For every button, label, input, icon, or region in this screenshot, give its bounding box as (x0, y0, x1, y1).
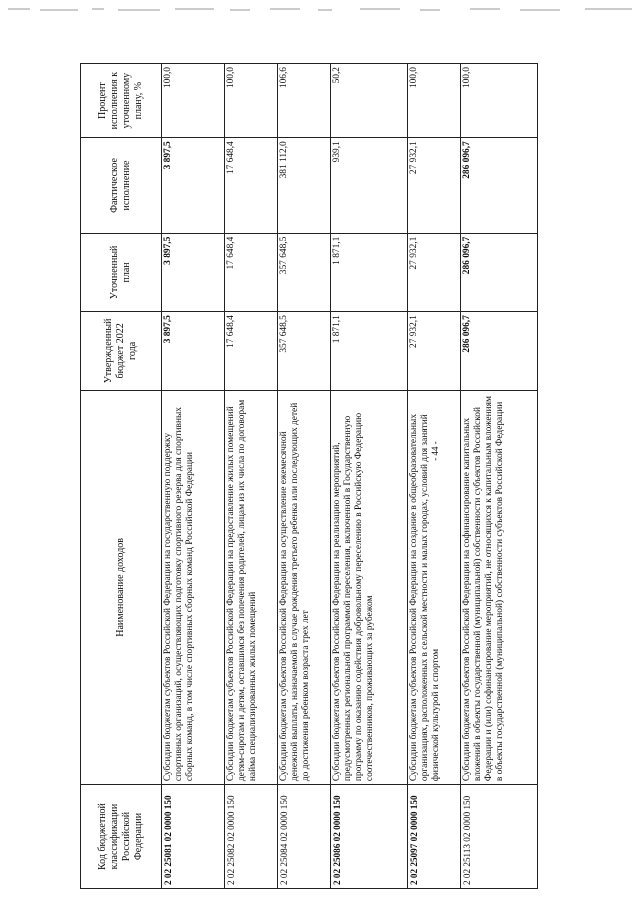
header-approved: Утвержденный бюджет 2022 года (81, 312, 162, 390)
row-refined: 27 932,1 (408, 233, 461, 311)
scan-edge-marks (0, 0, 640, 20)
budget-table (80, 63, 538, 889)
table-header-row (81, 64, 162, 889)
row-approved: 3 897,5 (162, 312, 225, 390)
row-refined: 357 648,5 (278, 233, 331, 311)
row-code: 2 02 25086 02 0000 150 (331, 785, 408, 889)
row-actual: 381 112,0 (278, 138, 331, 233)
table-row (331, 64, 408, 889)
row-code: 2 02 25113 02 0000 150 (461, 785, 538, 889)
row-name: Субсидии бюджетам субъектов Российской Федерации на реализацию мероприятий, предусмотренных региональной программой переселения, включенной в Государственную программу по оказанию содействия добровольному переселению в Российскую Федерацию соотечественников, проживающих за рубежом (331, 390, 408, 784)
row-percent: 106,6 (278, 64, 331, 138)
row-actual: 17 648,4 (225, 138, 278, 233)
table-row (278, 64, 331, 889)
row-code: 2 02 25084 02 0000 150 (278, 785, 331, 889)
row-actual: 3 897,5 (162, 138, 225, 233)
table-row (461, 64, 538, 889)
table-row (162, 64, 225, 889)
row-actual: 939,1 (331, 138, 408, 233)
table-row (408, 64, 461, 889)
row-name: Субсидии бюджетам субъектов Российской Федерации на предоставление жилых помещений детям-сиротам и детям, оставшимся без попечения родителей, лицам из их числа по договорам найма специализированных жилых помещений (225, 390, 278, 784)
row-percent: 100,0 (225, 64, 278, 138)
row-name: Субсидии бюджетам субъектов Российской Федерации на государственную поддержку спортивных организаций, осуществляющих подготовку спортивного резерва для спортивных сборных команд, в том числе спортивных сборных команд Российской Федерации (162, 390, 225, 784)
row-code: 2 02 25097 02 0000 150 (408, 785, 461, 889)
row-percent: 100,0 (162, 64, 225, 138)
row-refined: 17 648,4 (225, 233, 278, 311)
row-refined: 1 871,1 (331, 233, 408, 311)
row-actual: 27 932,1 (408, 138, 461, 233)
row-name: Субсидии бюджетам субъектов Российской Федерации на создание в общеобразовательных организациях, расположенных в сельской местности и малых городах, условий для занятий физической культурой и спортом (408, 390, 461, 784)
page-number: - 44 - (430, 441, 440, 461)
row-approved: 27 932,1 (408, 312, 461, 390)
budget-table-sheet (80, 63, 626, 889)
row-code: 2 02 25081 02 0000 150 (162, 785, 225, 889)
row-approved: 1 871,1 (331, 312, 408, 390)
row-approved: 286 096,7 (461, 312, 538, 390)
row-code: 2 02 25082 02 0000 150 (225, 785, 278, 889)
header-refined: Уточненный план (81, 233, 162, 311)
row-refined: 286 096,7 (461, 233, 538, 311)
row-approved: 357 648,5 (278, 312, 331, 390)
row-actual: 286 096,7 (461, 138, 538, 233)
row-approved: 17 648,4 (225, 312, 278, 390)
row-refined: 3 897,5 (162, 233, 225, 311)
header-actual: Фактическое исполнение (81, 138, 162, 233)
row-name: Субсидии бюджетам субъектов Российской Федерации на софинансирование капитальных вложений в объекты государственной (муниципальной) собственности субъектов Российской Федерации и (или) софинансирование мероприятий, не относящихся к капитальным вложениям в объекты государственной (муниципальной) собственности субъектов Российской Федерации (461, 390, 538, 784)
row-percent: 50,2 (331, 64, 408, 138)
row-name: Субсидии бюджетам субъектов Российской Федерации на осуществление ежемесячной денежной выплаты, назначаемой в случае рождения третьего ребенка или последующих детей до достижения ребенком возраста трех лет (278, 390, 331, 784)
header-code: Код бюджетной классификации Российской Федерации (81, 785, 162, 889)
header-percent: Процент исполнения к уточненному плану, % (81, 64, 162, 138)
table-row (225, 64, 278, 889)
row-percent: 100,0 (461, 64, 538, 138)
row-percent: 100,0 (408, 64, 461, 138)
header-name: Наименование доходов (81, 390, 162, 784)
